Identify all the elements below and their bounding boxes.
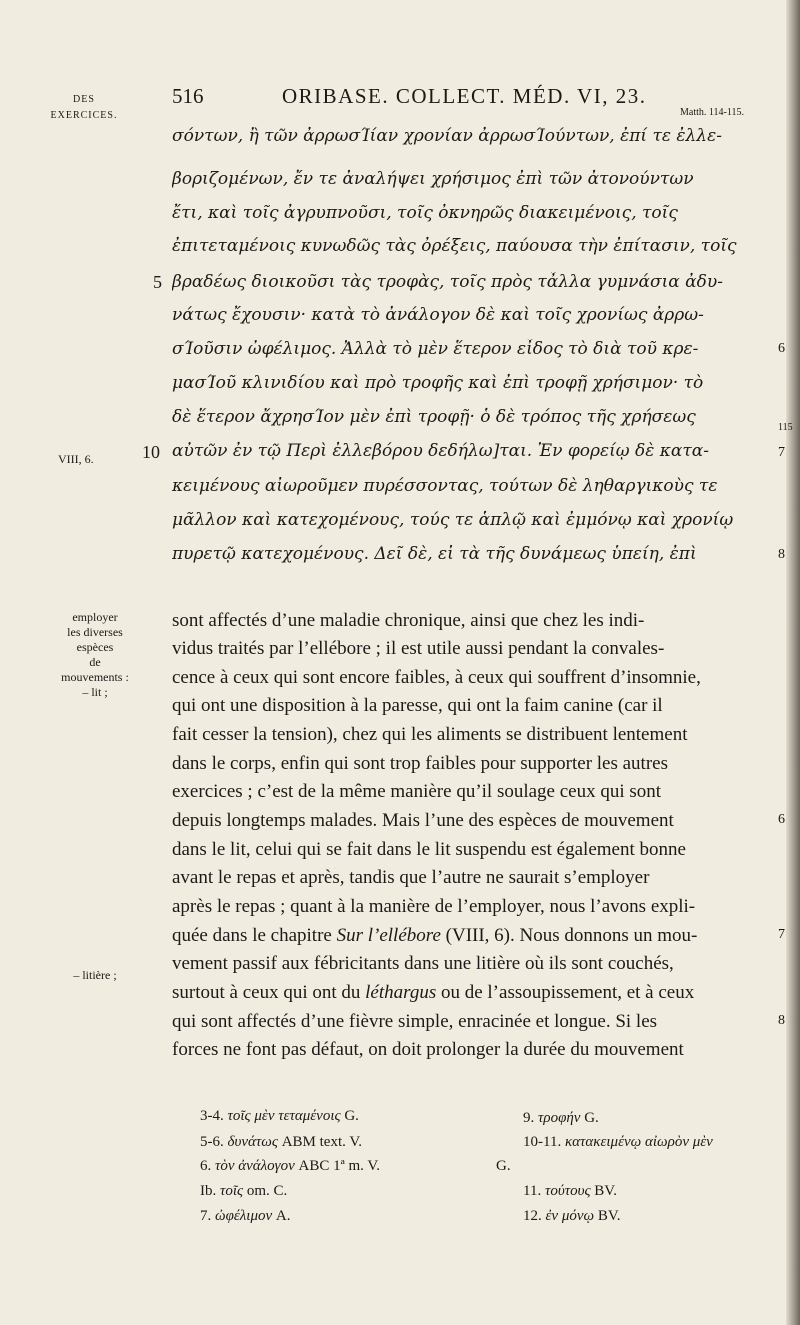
line-number-10: 10 xyxy=(142,442,160,462)
french-line: dans le corps, enfin qui sont trop faibles pour supporter les autres xyxy=(172,753,668,774)
page-number: 516 xyxy=(172,84,204,108)
note-ref: 11. xyxy=(523,1183,542,1199)
note-greek: τὸν ἀνάλογον xyxy=(215,1158,295,1174)
ms-page-mark: 6 xyxy=(778,341,785,356)
note-greek: κατακειμένῳ αἰωρὸν μὲν xyxy=(564,1134,713,1150)
note-rest: ABC 1ª m. V. xyxy=(294,1158,381,1174)
apparatus-note xyxy=(200,1183,287,1200)
french-line: cence à ceux qui sont encore faibles, à ceux qui souffrent d’insomnie, xyxy=(172,667,701,688)
french-text-segment: ou de l’assoupissement, et à ceux xyxy=(436,982,695,1003)
side-note-movements xyxy=(40,610,150,700)
ms-page-mark: 8 xyxy=(778,547,785,562)
french-line: qui sont affectés d’une fièvre simple, enracinée et longue. Si les xyxy=(172,1011,658,1032)
page-gutter-shadow xyxy=(786,0,800,1325)
section-label-line2: EXERCICES. xyxy=(50,110,118,121)
note-rest: G. xyxy=(496,1158,511,1174)
apparatus-note xyxy=(523,1183,617,1200)
line-number-5: 5 xyxy=(153,272,162,292)
greek-line: μᾶλλον καὶ κατεχομένους, τούς τε ἁπλῷ καὶ ἐμμόνῳ καὶ χρονίῳ xyxy=(172,510,734,530)
greek-line: ἐπιτεταμένοις κυνωδῶς τὰς ὀρέξεις, παύουσα τὴν ἐπίτασιν, τοῖς xyxy=(172,236,737,256)
note-greek: ἐν μόνῳ xyxy=(545,1208,595,1224)
section-label-line1: DES xyxy=(73,94,95,105)
note-ref: 5-6. xyxy=(200,1134,224,1150)
greek-line: κειμένους αἰωροῦμεν πυρέσσοντας, τούτων δὲ ληθαργικοὺς τε xyxy=(172,476,718,496)
note-ref: 10-11. xyxy=(523,1134,562,1150)
apparatus-note xyxy=(200,1108,359,1125)
greek-line: νάτως ἔχουσιν· κατὰ τὸ ἀνάλογον δὲ καὶ τοῖς χρονίως ἀρρω- xyxy=(172,305,704,325)
note-greek: τοῖς μὲν τεταμένοις xyxy=(227,1108,341,1124)
apparatus-note xyxy=(200,1208,291,1225)
ms-page-mark: 115 xyxy=(778,422,793,433)
apparatus-note xyxy=(496,1158,511,1175)
french-line: dans le lit, celui qui se fait dans le lit suspendu est également bonne xyxy=(172,839,686,860)
term-italic: léthargus xyxy=(365,982,437,1003)
running-title: ORIBASE. COLLECT. MÉD. VI, 23. xyxy=(282,84,647,108)
note-rest: BV. xyxy=(590,1183,617,1199)
cross-reference-viii-6: VIII, 6. xyxy=(58,452,94,466)
french-line xyxy=(172,925,782,947)
french-text-segment: (VIII, 6). Nous donnons un mou- xyxy=(440,925,698,946)
note-ref: 9. xyxy=(523,1110,535,1126)
note-greek: τούτους xyxy=(544,1183,591,1199)
note-rest: G. xyxy=(340,1108,359,1124)
greek-line: ἔτι, καὶ τοῖς ἀγρυπνοῦσι, τοῖς ὀκνηρῶς διακειμένοις, τοῖς xyxy=(172,203,678,223)
apparatus-note xyxy=(200,1134,362,1151)
french-line: vidus traités par l’ellébore ; il est utile aussi pendant la convales- xyxy=(172,638,665,659)
french-line: forces ne font pas défaut, on doit prolonger la durée du mouvement xyxy=(172,1039,684,1060)
ms-page-mark: 6 xyxy=(778,812,785,827)
apparatus-note xyxy=(523,1208,621,1225)
greek-line: μασΊοῦ κλινιδίου καὶ πρὸ τροφῆς καὶ ἐπὶ τροφῇ χρήσιμον· τὸ xyxy=(172,373,704,393)
french-line xyxy=(172,982,782,1004)
greek-line: βοριζομένων, ἔν τε ἀναλήψει χρήσιμος ἐπὶ τῶν ἀτονούντων xyxy=(172,169,694,189)
note-ref: 6. xyxy=(200,1158,212,1174)
side-note-litiere: – litière ; xyxy=(73,968,117,982)
chapter-title-italic: Sur l’ellébore xyxy=(336,925,441,946)
greek-line: πυρετῷ κατεχομένους. Δεῖ δὲ, εἰ τὰ τῆς δυνάμεως ὑπείη, ἐπὶ xyxy=(172,544,697,564)
note-rest: G. xyxy=(580,1110,599,1126)
note-greek: δυνάτως xyxy=(227,1134,278,1150)
side-note-line: mouvements : xyxy=(61,670,129,684)
note-rest: BV. xyxy=(594,1208,621,1224)
note-greek: ὠφέλιμον xyxy=(215,1208,273,1224)
french-text-segment: quée dans le chapitre xyxy=(172,925,337,946)
note-ref: 3-4. xyxy=(200,1108,224,1124)
side-note-line: espèces xyxy=(76,640,114,654)
french-line: avant le repas et après, tandis que l’autre ne saurait s’employer xyxy=(172,867,650,888)
note-ref: 12. xyxy=(523,1208,542,1224)
greek-line: σόντων, ἢ τῶν ἀρρωσΊίαν χρονίαν ἀρρωσΊούντων, ἐπί τε ἐλλε- xyxy=(172,126,722,146)
ms-page-mark: 8 xyxy=(778,1013,785,1028)
french-line: qui ont une disposition à la paresse, qui ont la faim canine (car il xyxy=(172,695,663,716)
side-note-line: de xyxy=(89,655,101,669)
note-ref: 7. xyxy=(200,1208,212,1224)
side-note-line: les diverses xyxy=(67,625,123,639)
french-line: sont affectés d’une maladie chronique, ainsi que chez les indi- xyxy=(172,610,645,631)
apparatus-note xyxy=(523,1134,713,1151)
french-line: depuis longtemps malades. Mais l’une des espèces de mouvement xyxy=(172,810,674,831)
note-rest: om. C. xyxy=(243,1183,288,1199)
note-greek: τοῖς xyxy=(220,1183,244,1199)
note-ref: Ib. xyxy=(200,1183,217,1199)
french-line: vement passif aux fébricitants dans une litière où ils sont couchés, xyxy=(172,953,674,974)
apparatus-note xyxy=(523,1110,599,1127)
french-line: après le repas ; quant à la manière de l’employer, nous l’avons expli- xyxy=(172,896,696,917)
section-label xyxy=(44,92,124,124)
ms-page-mark: 7 xyxy=(778,445,785,460)
note-rest: A. xyxy=(272,1208,291,1224)
matthaei-reference: Matth. 114-115. xyxy=(680,107,744,118)
ms-page-mark: 7 xyxy=(778,927,785,942)
side-note-line: – lit ; xyxy=(82,685,108,699)
french-text-segment: surtout à ceux qui ont du xyxy=(172,982,366,1003)
greek-line: αὐτῶν ἐν τῷ Περὶ ἐλλεβόρου δεδήλω]ται. Ἐν φορείῳ δὲ κατα- xyxy=(172,441,710,461)
french-line: exercices ; c’est de la même manière qu’il soulage ceux qui sont xyxy=(172,781,662,802)
greek-line: δὲ ἕτερον ἄχρησΊον μὲν ἐπὶ τροφῇ· ὁ δὲ τρόπος τῆς χρήσεως xyxy=(172,407,696,427)
greek-line: βραδέως διοικοῦσι τὰς τροφὰς, τοῖς πρὸς τἆλλα γυμνάσια ἀδυ- xyxy=(172,272,723,292)
greek-line: σΊοῦσιν ὠφέλιμος. Ἀλλὰ τὸ μὲν ἕτερον εἶδος τὸ διὰ τοῦ κρε- xyxy=(172,339,699,359)
note-greek: τροφήν xyxy=(538,1110,581,1126)
note-rest: ABM text. V. xyxy=(277,1134,362,1150)
french-line: fait cesser la tension), chez qui les aliments se distribuent lentement xyxy=(172,724,688,745)
apparatus-note xyxy=(200,1158,380,1175)
side-note-line: employer xyxy=(72,610,118,624)
